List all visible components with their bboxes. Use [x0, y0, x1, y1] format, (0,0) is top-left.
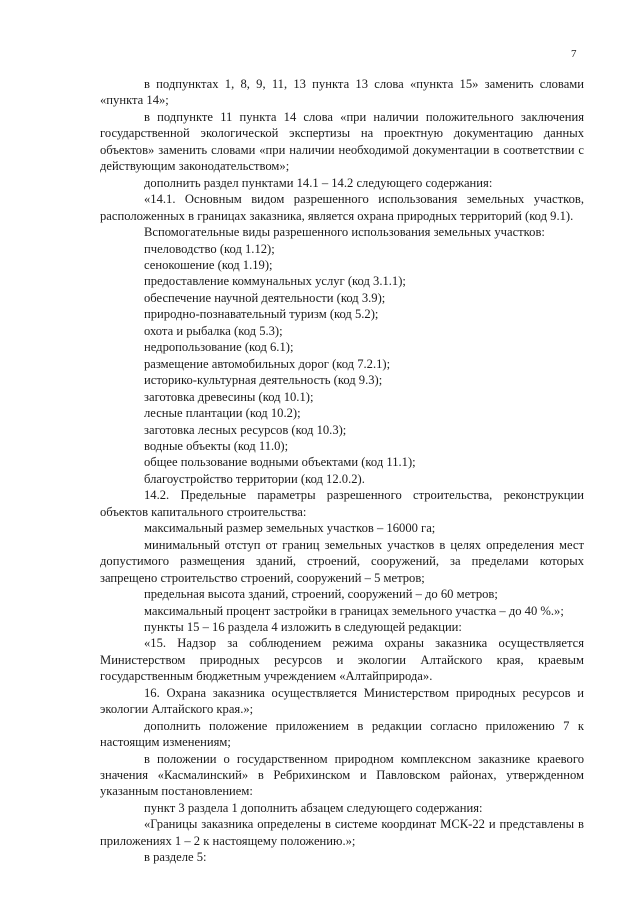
list-item: общее пользование водными объектами (код 11.1);: [144, 455, 416, 470]
list-item: охота и рыбалка (код 5.3);: [144, 323, 283, 338]
paragraph: дополнить положение приложением в редакции согласно приложению 7 к настоящим изменениям;: [100, 718, 584, 750]
paragraph: максимальный размер земельных участков – 16000 га;: [144, 521, 436, 536]
paragraph: минимальный отступ от границ земельных участков в целях определения мест допустимого размещения зданий, строений, сооружений, за пределами которых запрещено строительство строений, сооружений – 5 метров;: [100, 537, 584, 585]
list-item: природно-познавательный туризм (код 5.2);: [144, 307, 379, 322]
paragraph: «Границы заказника определены в системе координат МСК-22 и представлены в приложениях 1 – 2 к настоящему положению.»;: [100, 817, 584, 848]
paragraph: в положении о государственном природном комплексном заказнике краевого значения «Касмалинский» в Ребрихинском и Павловском районах, утвержденном указанным постановлением:: [100, 751, 584, 799]
paragraph: 14.2. Предельные параметры разрешенного строительства, реконструкции объектов капитального строительства:: [100, 488, 584, 519]
list-item: водные объекты (код 11.0);: [144, 438, 289, 453]
paragraph: максимальный процент застройки в границах земельного участка – до 40 %.»;: [144, 603, 564, 618]
paragraph: Вспомогательные виды разрешенного использования земельных участков:: [144, 225, 545, 240]
list-item: размещение автомобильных дорог (код 7.2.1);: [144, 356, 391, 371]
paragraph: дополнить раздел пунктами 14.1 – 14.2 следующего содержания:: [144, 175, 493, 190]
permitted-uses-list: [100, 241, 584, 488]
paragraph: пункты 15 – 16 раздела 4 изложить в следующей редакции:: [144, 619, 462, 634]
page-number: 7: [571, 48, 577, 60]
paragraph: 16. Охрана заказника осуществляется Министерством природных ресурсов и экологии Алтайского края.»;: [100, 685, 584, 717]
paragraph: в подпунктах 1, 8, 9, 11, 13 пункта 13 слова «пункта 15» заменить словами «пункта 14»;: [100, 77, 584, 108]
list-item: обеспечение научной деятельности (код 3.9);: [144, 290, 386, 305]
list-item: предоставление коммунальных услуг (код 3.1.1);: [144, 274, 406, 289]
list-item: пчеловодство (код 1.12);: [144, 241, 275, 256]
document-body: [100, 76, 584, 866]
paragraph: «15. Надзор за соблюдением режима охраны заказника осуществляется Министерством природных ресурсов и экологии Алтайского края, краевым государственным бюджетным учреждением «Алтайприрода».: [100, 636, 584, 684]
paragraph: в разделе 5:: [144, 850, 207, 865]
paragraph: предельная высота зданий, строений, сооружений – до 60 метров;: [144, 587, 498, 602]
list-item: историко-культурная деятельность (код 9.3);: [144, 373, 383, 388]
list-item: заготовка лесных ресурсов (код 10.3);: [144, 422, 347, 437]
paragraph: «14.1. Основным видом разрешенного использования земельных участков, расположенных в границах заказника, является охрана природных территорий (код 9.1).: [100, 192, 584, 223]
paragraph: пункт 3 раздела 1 дополнить абзацем следующего содержания:: [144, 800, 483, 815]
paragraph: в подпункте 11 пункта 14 слова «при наличии положительного заключения государственной экологической экспертизы на проектную документацию данных объектов» заменить словами «при наличии необходимой документации в соответствии с действующим законодательством»;: [100, 109, 584, 174]
list-item: лесные плантации (код 10.2);: [144, 406, 301, 421]
list-item: сенокошение (код 1.19);: [144, 257, 273, 272]
list-item: недропользование (код 6.1);: [144, 340, 294, 355]
list-item: заготовка древесины (код 10.1);: [144, 389, 314, 404]
list-item: благоустройство территории (код 12.0.2).: [144, 471, 365, 486]
